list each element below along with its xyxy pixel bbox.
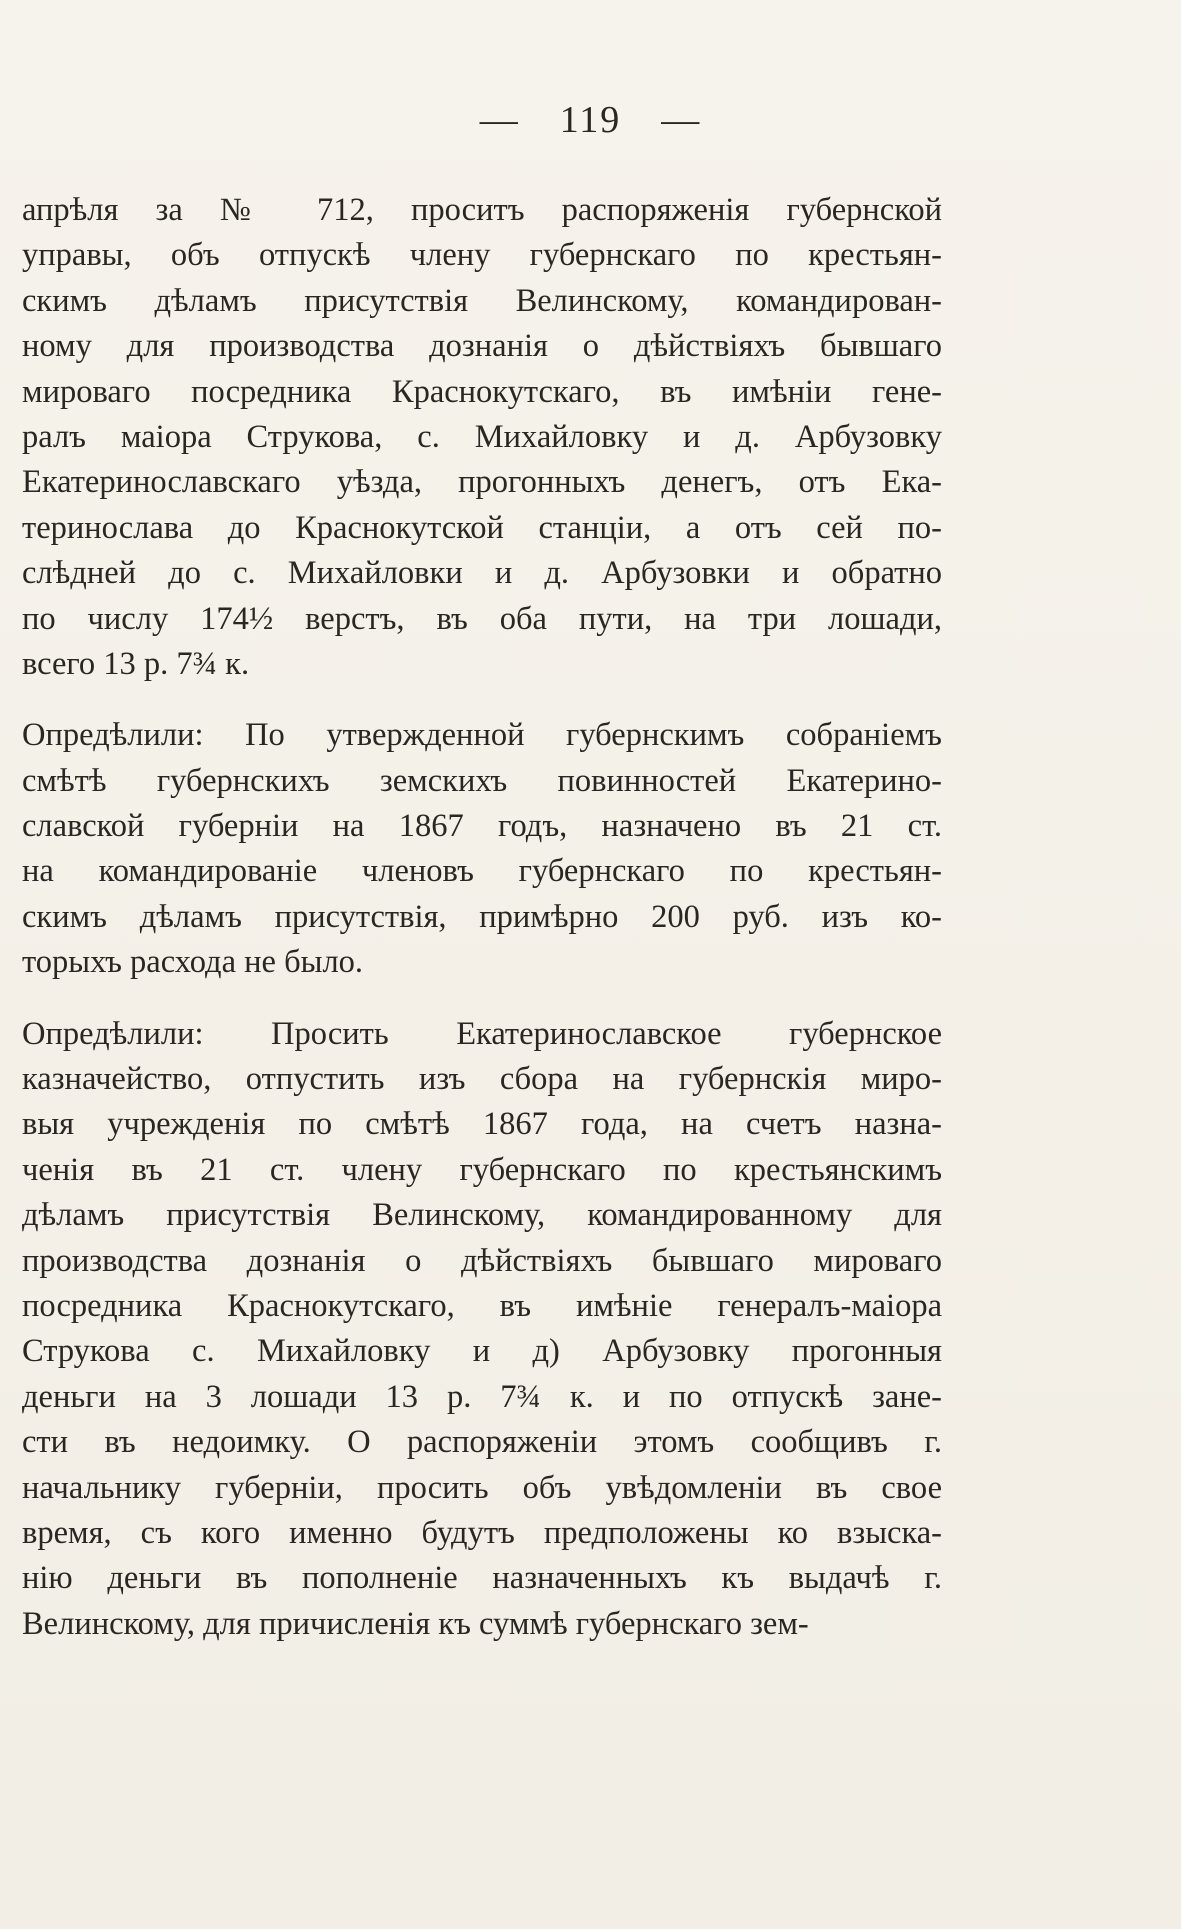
text-line: слѣдней до с. Михайловки и д. Арбузовки и обратно bbox=[22, 555, 942, 592]
page-number: 119 bbox=[559, 99, 622, 141]
page-number-header bbox=[0, 98, 1181, 142]
text-line: Опредѣлили: Просить Екатеринославское губернское bbox=[22, 1015, 942, 1052]
text-line: торыхъ расхода не было. bbox=[22, 944, 364, 981]
text-line: смѣтѣ губернскихъ земскихъ повинностей Екатерино- bbox=[22, 762, 942, 799]
text-line: сти въ недоимку. О распоряженіи этомъ сообщивъ г. bbox=[22, 1424, 942, 1461]
text-line: теринослава до Краснокутской станціи, а отъ сей по- bbox=[22, 509, 942, 546]
text-line: выя учрежденія по смѣтѣ 1867 года, на счетъ назна- bbox=[22, 1106, 942, 1143]
body-text bbox=[22, 188, 942, 1647]
paragraph-resolution-2 bbox=[22, 1012, 942, 1647]
text-line: Велинскому, для причисленія къ суммѣ губернскаго зем- bbox=[22, 1605, 809, 1642]
text-line: дѣламъ присутствія Велинскому, командированному для bbox=[22, 1197, 942, 1234]
text-line: славской губерніи на 1867 годъ, назначено въ 21 ст. bbox=[22, 808, 942, 845]
text-line: нію деньги въ пополненіе назначенныхъ къ выдачѣ г. bbox=[22, 1560, 942, 1597]
text-line: ченія въ 21 ст. члену губернскаго по крестьянскимъ bbox=[22, 1151, 942, 1188]
text-line: казначейство, отпустить изъ сбора на губернскія миро- bbox=[22, 1061, 942, 1098]
text-line: управы, объ отпускѣ члену губернскаго по крестьян- bbox=[22, 237, 942, 274]
text-line: деньги на 3 лошади 13 р. 7¾ к. и по отпускѣ зане- bbox=[22, 1378, 942, 1415]
paragraph-resolution-1 bbox=[22, 713, 942, 985]
text-line: апрѣля за № 712, проситъ распоряженія губернской bbox=[22, 192, 942, 228]
text-line: скимъ дѣламъ присутствія, примѣрно 200 руб. изъ ко- bbox=[22, 898, 942, 935]
page-number-dash-left: — bbox=[479, 99, 520, 141]
text-line: производства дознанія о дѣйствіяхъ бывшаго мироваго bbox=[22, 1242, 942, 1279]
paragraph-request bbox=[22, 188, 942, 687]
text-line: ралъ маіора Струкова, с. Михайловку и д. Арбузовку bbox=[22, 418, 942, 455]
text-line: всего 13 р. 7¾ к. bbox=[22, 645, 250, 682]
text-line: начальнику губерніи, просить объ увѣдомленіи въ свое bbox=[22, 1469, 942, 1506]
text-line: ному для производства дознанія о дѣйствіяхъ бывшаго bbox=[22, 328, 942, 365]
text-line: по числу 174½ верстъ, въ оба пути, на три лошади, bbox=[22, 600, 942, 637]
text-line: Екатеринославскаго уѣзда, прогонныхъ денегъ, отъ Ека- bbox=[22, 464, 942, 501]
text-line: время, съ кого именно будутъ предположены ко взыска- bbox=[22, 1514, 942, 1551]
text-line: на командированіе членовъ губернскаго по крестьян- bbox=[22, 853, 942, 890]
text-line: Струкова с. Михайловку и д) Арбузовку прогонныя bbox=[22, 1333, 942, 1370]
page-number-dash-right: — bbox=[661, 99, 702, 141]
text-line: мироваго посредника Краснокутскаго, въ имѣніи гене- bbox=[22, 373, 942, 410]
text-line: скимъ дѣламъ присутствія Велинскому, командирован- bbox=[22, 282, 942, 319]
text-line: Опредѣлили: По утвержденной губернскимъ собраніемъ bbox=[22, 717, 942, 754]
text-line: посредника Краснокутскаго, въ имѣніе генералъ-маіора bbox=[22, 1287, 942, 1324]
